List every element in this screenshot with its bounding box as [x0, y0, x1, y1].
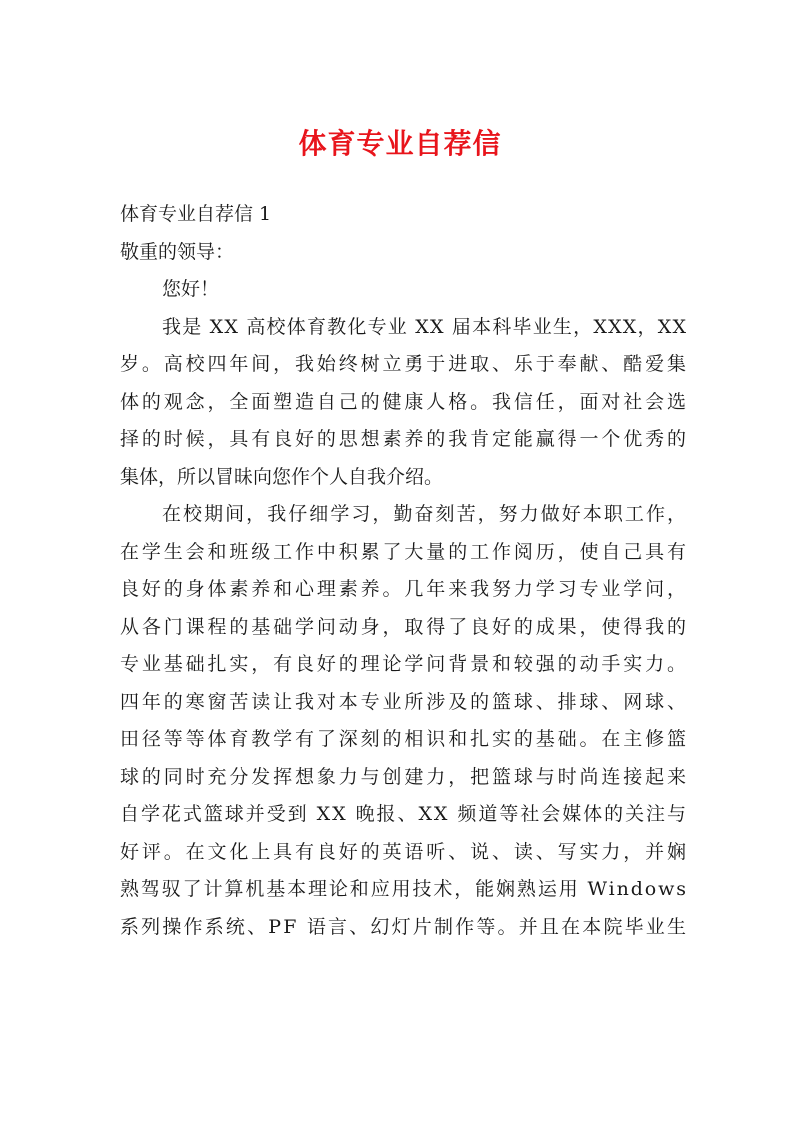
line-text: 体的观念，全面塑造自己的健康人格。我信任，面对社会选 — [120, 390, 689, 413]
paragraph-2 — [120, 496, 689, 946]
line-text: 四年的寒窗苦读让我对本专业所涉及的篮球、排球、网球、 — [120, 690, 689, 713]
line-text: 择的时候，具有良好的思想素养的我肯定能赢得一个优秀的 — [120, 428, 689, 450]
paragraph-line — [120, 721, 689, 759]
line-text: 在学生会和班级工作中积累了大量的工作阅历，使自己具有 — [120, 540, 689, 563]
salutation — [120, 234, 686, 272]
paragraph-line — [120, 646, 689, 684]
line-text: 熟驾驭了计算机基本理论和应用技术，能娴熟运用 Windows — [120, 878, 688, 900]
paragraph-line — [120, 684, 689, 722]
line-text: 专业基础扎实，有良好的理论学问背景和较强的动手实力。 — [120, 653, 689, 675]
paragraph-line — [120, 496, 689, 534]
line-text: 系列操作系统、PF 语言、幻灯片制作等。并且在本院毕业生 — [120, 915, 689, 938]
line-text: 岁。高校四年间，我始终树立勇于进取、乐于奉献、酷爱集 — [120, 353, 689, 375]
paragraph-line — [120, 834, 689, 872]
paragraph-line — [120, 384, 689, 422]
line-text: 田径等等体育教学有了深刻的相识和扎实的基础。在主修篮 — [120, 728, 689, 750]
line-text: 良好的身体素养和心理素养。几年来我努力学习专业学问， — [120, 578, 689, 600]
paragraph-line — [120, 571, 689, 609]
paragraph-line — [120, 534, 689, 572]
paragraph-line — [120, 759, 689, 797]
line-text: 我是 XX 高校体育教化专业 XX 届本科毕业生，XXX，XX — [162, 315, 688, 338]
paragraph-line — [120, 871, 686, 909]
line-text: 从各门课程的基础学问动身，取得了良好的成果，使得我的 — [120, 615, 689, 638]
greeting — [120, 271, 686, 309]
document-body — [120, 196, 689, 946]
letter-subtitle — [120, 196, 686, 234]
greeting-text: 您好！ — [162, 278, 220, 300]
document-title: 体育专业自荐信 — [298, 127, 502, 160]
line-text: 集体，所以冒昧向您作个人自我介绍。 — [120, 465, 444, 488]
line-text: 好评。在文化上具有良好的英语听、说、读、写实力，并娴 — [120, 840, 689, 863]
line-text: 在校期间，我仔细学习，勤奋刻苦，努力做好本职工作， — [162, 503, 689, 525]
line-text: 球的同时充分发挥想象力与创建力，把篮球与时尚连接起来 — [120, 765, 689, 788]
paragraph-line — [120, 459, 686, 497]
paragraph-line — [120, 909, 689, 947]
letter-subtitle-text: 体育专业自荐信 1 — [120, 203, 272, 225]
paragraph-line — [120, 309, 686, 347]
paragraph-1 — [120, 309, 689, 497]
line-text: 自学花式篮球并受到 XX 晚报、XX 频道等社会媒体的关注与 — [120, 803, 688, 825]
paragraph-line — [120, 796, 686, 834]
paragraph-line — [120, 346, 689, 384]
paragraph-line — [120, 609, 689, 647]
paragraph-line — [120, 421, 689, 459]
salutation-text: 敬重的领导： — [120, 240, 235, 263]
